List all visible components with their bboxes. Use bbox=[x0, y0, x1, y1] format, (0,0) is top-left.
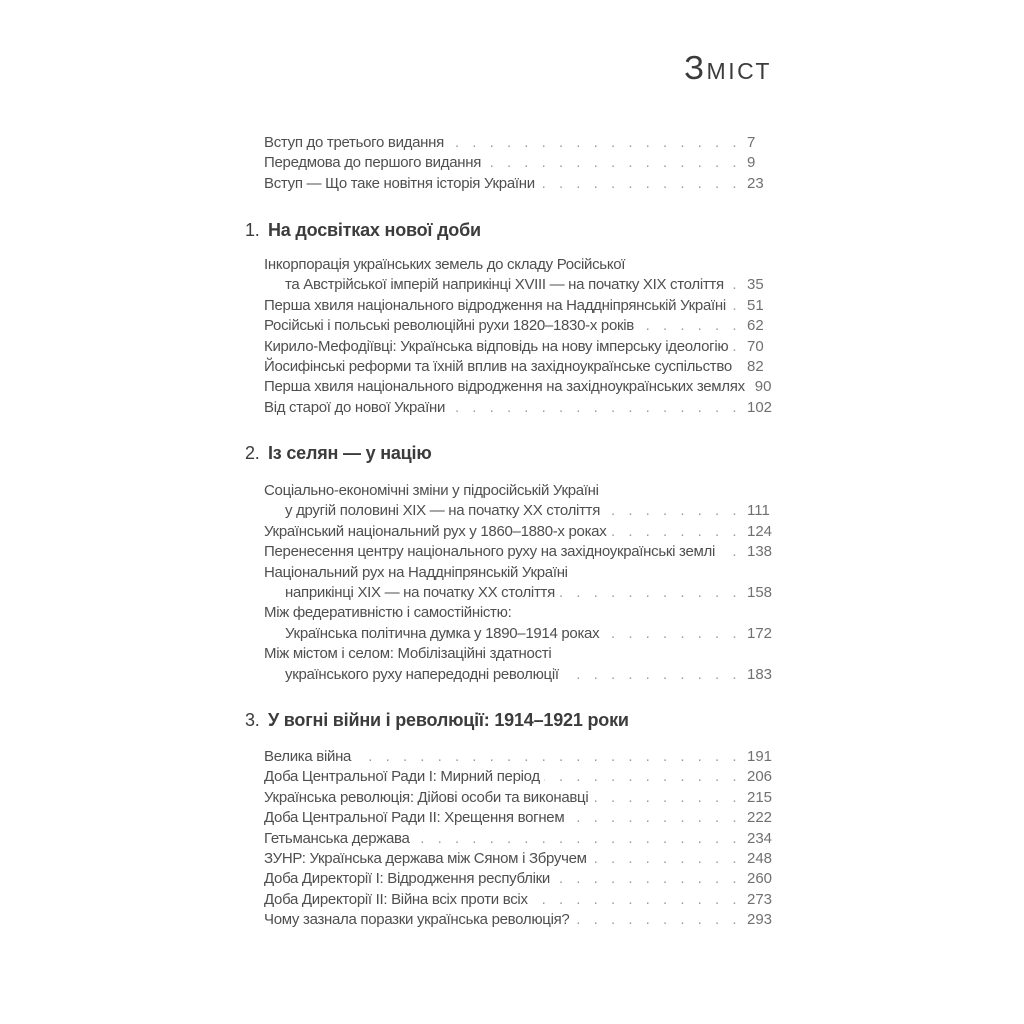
toc-entry-title: Українська революція: Дійові особи та виконавці bbox=[264, 788, 589, 806]
dot-leader bbox=[554, 869, 741, 889]
toc-entry-title: та Австрійської імперій наприкінці XVIII — на початку XIX століття bbox=[285, 276, 724, 294]
section-heading-3 bbox=[245, 708, 776, 732]
dot-leader bbox=[563, 665, 741, 685]
toc-entry bbox=[264, 377, 776, 397]
section-2-entries bbox=[264, 481, 776, 685]
toc-entry-title: Чому зазнала поразки українська революція? bbox=[264, 911, 570, 929]
toc-entry-page-number: 172 bbox=[747, 624, 773, 642]
toc-entry-title: ЗУНР: Українська держава між Сяном і Збручем bbox=[264, 849, 587, 867]
toc-entry-page-number: 90 bbox=[754, 378, 772, 396]
toc-entry bbox=[264, 869, 776, 889]
toc-entry-title: Українська політична думка у 1890–1914 роках bbox=[285, 624, 600, 642]
toc-entry-page-number: 70 bbox=[747, 337, 764, 355]
dot-leader bbox=[728, 275, 741, 295]
toc-entry-page-number: 9 bbox=[747, 154, 756, 172]
toc-entry-title: українського руху напередодні революції bbox=[285, 665, 559, 683]
toc-entry-title: Інкорпорація українських земель до складу Російської bbox=[264, 256, 626, 273]
toc-entry bbox=[264, 296, 776, 316]
toc-entry bbox=[264, 153, 776, 173]
toc-entry bbox=[264, 316, 776, 336]
page-title: Зміст bbox=[684, 49, 772, 86]
toc-entry bbox=[264, 501, 776, 521]
toc-entry-title: Між містом і селом: Мобілізаційні здатності bbox=[264, 645, 552, 663]
toc-entry-first-line bbox=[264, 563, 776, 583]
toc-entry bbox=[264, 747, 776, 767]
dot-leader bbox=[449, 398, 741, 418]
toc-entry-title: Соціально-економічні зміни у підросійській Україні bbox=[264, 482, 599, 499]
toc-entry-first-line bbox=[264, 481, 776, 501]
toc-entry-page-number: 158 bbox=[747, 583, 773, 601]
toc-entry bbox=[264, 133, 776, 153]
toc-entry-title: Велика війна bbox=[264, 748, 352, 765]
section-3-entries bbox=[264, 747, 776, 931]
toc-entry-title: Доба Центральної Ради I: Мирний період bbox=[264, 768, 540, 786]
toc-entry-page-number: 273 bbox=[747, 890, 773, 908]
dot-leader bbox=[719, 542, 741, 562]
toc-entry bbox=[264, 849, 776, 869]
dot-leader bbox=[414, 829, 741, 849]
dot-leader bbox=[355, 747, 741, 767]
dot-leader bbox=[730, 296, 741, 316]
dot-leader bbox=[610, 522, 741, 542]
toc-entry-page-number: 111 bbox=[747, 502, 770, 520]
toc-entry-first-line bbox=[264, 603, 776, 623]
section-title: У вогні війни і революції: 1914–1921 роки bbox=[268, 710, 629, 730]
dot-leader bbox=[559, 583, 741, 603]
toc-entry-title: Перша хвиля національного відродження на Наддніпрянській Україні bbox=[264, 296, 726, 314]
section-title: На досвітках нової доби bbox=[268, 220, 481, 240]
toc-entry bbox=[264, 398, 776, 418]
toc-entry-page-number: 62 bbox=[747, 317, 764, 335]
front-matter-list bbox=[264, 133, 776, 194]
toc-entry bbox=[264, 337, 776, 357]
toc-entry-title: у другій половині XIX — на початку XX століття bbox=[285, 502, 601, 520]
toc-entry-page-number: 191 bbox=[747, 748, 773, 765]
toc-entry-page-number: 124 bbox=[747, 522, 773, 540]
dot-leader bbox=[539, 174, 741, 194]
toc-entry-title: Від старої до нової України bbox=[264, 398, 446, 416]
toc-entry-page-number: 35 bbox=[747, 276, 764, 294]
toc-entry-page-number: 82 bbox=[747, 357, 764, 375]
toc-entry bbox=[264, 788, 776, 808]
toc-entry-page-number: 23 bbox=[747, 174, 764, 192]
section-title: Із селян — у націю bbox=[268, 443, 432, 463]
section-number: 3. bbox=[245, 710, 260, 730]
toc-entry-title: Передмова до першого видання bbox=[264, 154, 482, 172]
dot-leader bbox=[736, 357, 741, 377]
toc-entry bbox=[264, 174, 776, 194]
toc-entry-page-number: 222 bbox=[747, 809, 773, 827]
toc-entry-page-number: 260 bbox=[747, 870, 773, 888]
toc-entry bbox=[264, 357, 776, 377]
toc-entry bbox=[264, 767, 776, 787]
dot-leader bbox=[604, 501, 741, 521]
toc-entry-title: Український національний рух у 1860–1880-х роках bbox=[264, 522, 607, 540]
toc-entry-page-number: 51 bbox=[747, 296, 764, 314]
section-number: 2. bbox=[245, 443, 260, 463]
toc-entry-title: Кирило-Мефодіївці: Українська відповідь на нову імперську ідеологію bbox=[264, 337, 729, 355]
toc-entry-title: Доба Директорії I: Відродження республіки bbox=[264, 870, 550, 888]
toc-entry-page-number: 234 bbox=[747, 829, 773, 847]
toc-entry bbox=[264, 275, 776, 295]
toc-entry-title: Доба Директорії II: Війна всіх проти всіх bbox=[264, 890, 528, 908]
dot-leader bbox=[592, 788, 741, 808]
toc-entry-title: Російські і польські революційні рухи 1820–1830-х років bbox=[264, 317, 634, 335]
dot-leader bbox=[544, 767, 741, 787]
toc-entry-page-number: 215 bbox=[747, 788, 773, 806]
dot-leader bbox=[732, 337, 741, 357]
toc-entry-title: наприкінці XIX — на початку XX століття bbox=[285, 583, 555, 601]
dot-leader bbox=[573, 910, 741, 930]
toc-entry-page-number: 138 bbox=[747, 543, 773, 561]
toc-entry-title: Йосифінські реформи та їхній вплив на західноукраїнське суспільство bbox=[264, 357, 732, 375]
toc-entry bbox=[264, 522, 776, 542]
section-1-entries bbox=[264, 255, 776, 418]
toc-entry bbox=[264, 542, 776, 562]
toc-entry bbox=[264, 583, 776, 603]
toc-entry-page-number: 206 bbox=[747, 768, 773, 786]
dot-leader bbox=[532, 890, 741, 910]
toc-entry bbox=[264, 829, 776, 849]
section-heading-2 bbox=[245, 441, 776, 465]
toc-entry-first-line bbox=[264, 644, 776, 664]
toc-entry-page-number: 7 bbox=[747, 134, 756, 151]
toc-entry-title: Перша хвиля національного відродження на західноукраїнських землях bbox=[264, 378, 745, 396]
toc-entry bbox=[264, 910, 776, 930]
dot-leader bbox=[448, 133, 741, 153]
dot-leader bbox=[591, 849, 741, 869]
toc-entry-title: Вступ — Що таке новітня історія України bbox=[264, 174, 535, 192]
toc-entry-page-number: 248 bbox=[747, 849, 773, 867]
toc-entry-page-number: 102 bbox=[747, 398, 773, 416]
toc-entry bbox=[264, 624, 776, 644]
dot-leader bbox=[603, 624, 741, 644]
section-number: 1. bbox=[245, 220, 260, 240]
toc-entry bbox=[264, 808, 776, 828]
toc-entry-title: Доба Центральної Ради II: Хрещення вогнем bbox=[264, 809, 565, 827]
toc-entry-page-number: 183 bbox=[747, 665, 773, 683]
toc-entry bbox=[264, 665, 776, 685]
dot-leader bbox=[638, 316, 741, 336]
section-heading-1 bbox=[245, 218, 776, 242]
toc-entry-title: Вступ до третього видання bbox=[264, 134, 444, 151]
toc-entry bbox=[264, 890, 776, 910]
dot-leader bbox=[568, 808, 741, 828]
toc-entry-title: Між федеративністю і самостійністю: bbox=[264, 604, 512, 622]
toc-entry-page-number: 293 bbox=[747, 911, 773, 929]
toc-entry-title: Гетьманська держава bbox=[264, 829, 410, 847]
toc-entry-title: Перенесення центру національного руху на західноукраїнські землі bbox=[264, 543, 715, 561]
toc-entry-title: Національний рух на Наддніпрянській Україні bbox=[264, 563, 568, 581]
toc-entry-first-line bbox=[264, 255, 776, 275]
dot-leader bbox=[485, 153, 741, 173]
